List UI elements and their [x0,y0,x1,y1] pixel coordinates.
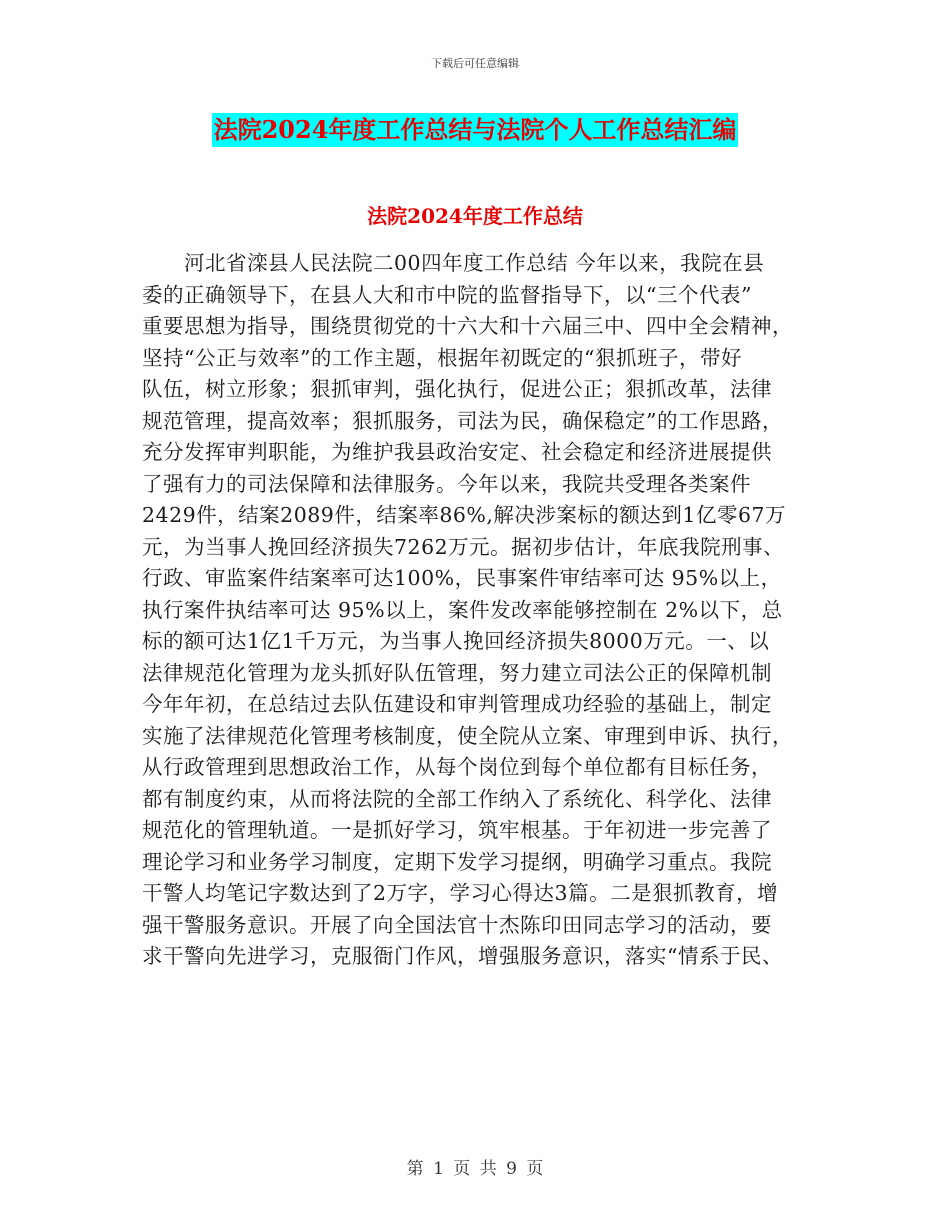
body-line: 元，为当事人挽回经济损失7262万元。据初步估计，年底我院刑事、 [142,534,785,559]
body-line: 充分发挥审判职能，为维护我县政治安定、社会稳定和经济进展提供 [142,440,772,464]
section-title: 法院2024年度工作总结 [367,204,583,228]
body-line: 都有制度约束，从而将法院的全部工作纳入了系统化、科学化、法律 [142,786,772,811]
body-line: 法律规范化管理为龙头抓好队伍管理，努力建立司法公正的保障机制 [142,660,772,685]
body-line: 实施了法律规范化管理考核制度，使全院从立案、审理到申诉、执行， [142,723,793,748]
body-line: 坚持“公正与效率”的工作主题，根据年初既定的“狠抓班子，带好 [142,345,742,370]
body-line: 队伍，树立形象；狠抓审判，强化执行，促进公正；狠抓改革，法律 [142,377,772,401]
body-line: 标的额可达1亿1千万元，为当事人挽回经济损失8000万元。一、以 [142,629,770,653]
main-title: 法院2024年度工作总结与法院个人工作总结汇编 [212,113,739,147]
body-line: 委的正确领导下，在县人大和市中院的监督指导下，以“三个代表” [142,282,752,307]
body-line: 规范管理，提高效率；狠抓服务，司法为民，确保稳定”的工作思路， [142,408,783,433]
body-line: 求干警向先进学习，克服衙门作风，增强服务意识，落实“情系于民、 [142,944,783,968]
body-line: 了强有力的司法保障和法律服务。今年以来，我院共受理各类案件 [142,471,751,496]
body-line: 理论学习和业务学习制度，定期下发学习提纲，明确学习重点。我院 [142,849,772,874]
body-text [142,248,810,973]
body-line: 规范化的管理轨道。一是抓好学习，筑牢根基。于年初进一步完善了 [142,818,772,842]
header-note: 下载后可任意编辑 [431,57,519,70]
body-line: 强干警服务意识。开展了向全国法官十杰陈印田同志学习的活动，要 [142,912,772,937]
body-line: 今年年初，在总结过去队伍建设和审判管理成功经验的基础上，制定 [142,692,772,716]
main-title-container [0,113,950,147]
body-line: 从行政管理到思想政治工作，从每个岗位到每个单位都有目标任务， [142,755,772,779]
body-line: 干警人均笔记字数达到了2万字，学习心得达3篇。二是狠抓教育，增 [142,881,779,905]
body-line: 2429件，结案2089件，结案率86%,解决涉案标的额达到1亿零67万 [142,503,787,527]
body-line: 执行案件执结率可达 95%以上，案件发改率能够控制在 2%以下，总 [142,597,783,622]
body-line: 河北省滦县人民法院二00四年度工作总结 今年以来，我院在县 [142,251,765,275]
page-footer: 第 1 页 共 9 页 [406,1159,544,1179]
body-line: 行政、审监案件结案率可达100%，民事案件审结率可达 95%以上， [142,566,782,590]
body-line: 重要思想为指导，围绕贯彻党的十六大和十六届三中、四中全会精神， [142,314,793,338]
